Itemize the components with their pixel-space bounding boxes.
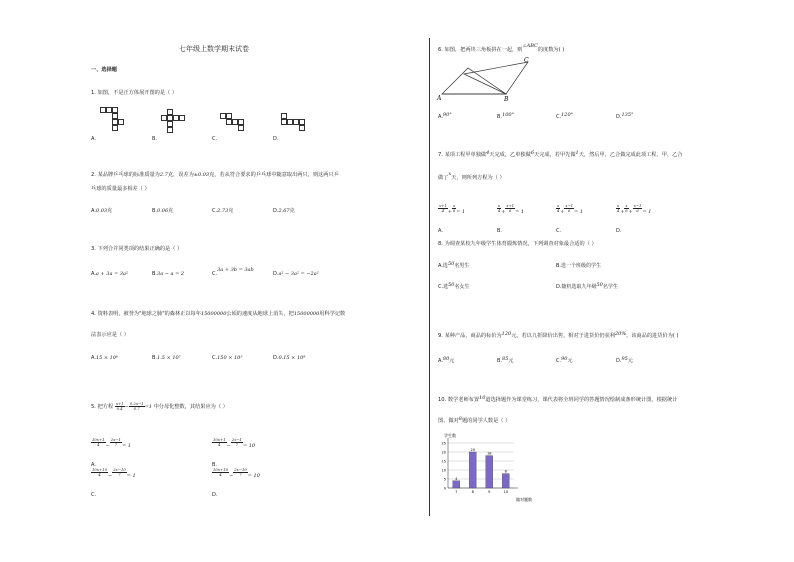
q8-option-a: A.选50名男生 <box>438 261 470 269</box>
question-10-line-1: 10. 数学老师布置10道选择题作为课堂练习，课代表将全班同学的答题情况绘制成条形统计图，根据统计 <box>438 395 678 403</box>
q7-option-d: $\frac{x}{4}$ + $\frac{x}{6}$ + $\frac{x-1}{6}$ = 1 D. <box>616 203 652 234</box>
q5-option-d: $\frac{10x+10}{4}$ − $\frac{2x-10}{7}$ = 10 D. <box>212 467 260 498</box>
q2-option-b: B.0.06克 <box>152 208 174 214</box>
y-tick-label: 0 <box>443 486 446 491</box>
q3-option-a: A.a + 3a = 3a² <box>91 271 128 277</box>
y-tick-label: 5 <box>443 477 446 482</box>
q2-text-e: 克，若从符合要求的乒乓球中随意取出两只，则这两只乒 <box>209 172 339 178</box>
q7-option-c: $\frac{x}{4}$ + $\frac{x-1}{6}$ = 1 C. <box>556 203 584 234</box>
question-9-text: 9. 某种产品，商品的标价为120元，若以九折降价出售，相对于进货价仍获利20%，该商品的进货价为( ) <box>438 331 679 339</box>
question-6-text: 6. 如图，把两块三角板拼在一起，则∠ABC的度数为( ) <box>438 43 565 53</box>
bar-chart <box>432 430 552 504</box>
q2-mass: 2.7 <box>159 172 168 178</box>
x-tick-label: 9 <box>488 490 491 494</box>
question-7-line-1: 7. 某项工程甲单独做4天完成，乙单独做6天完成，若甲先做1天，然后甲、乙合做完成此项工程，甲、乙合 <box>438 150 683 158</box>
bar-value-label: 8 <box>504 469 507 474</box>
q5-eq-frac-2: $\frac{0.2x-1}{0.7}$ <box>129 401 144 411</box>
q4-option-b: B.1.5 × 10⁷ <box>152 355 181 361</box>
page-title: 七年级上数学期末试卷 <box>179 45 249 53</box>
q6-option-d: D.135° <box>616 112 634 120</box>
question-10-line-2: 图，做对8题的同学人数是（ ） <box>438 416 511 424</box>
y-tick-label: 10 <box>441 468 446 473</box>
q4-option-c: C.150 × 10⁵ <box>212 355 243 361</box>
triangle-2 <box>464 62 528 94</box>
question-5-text: 5. 把方程 $\frac{x+1}{0.4}$ − $\frac{0.2x-1}{0.7}$ =1 中分母化整数，其结果应为（ ） <box>91 401 228 411</box>
label-a: A <box>437 95 442 102</box>
bar <box>486 456 493 488</box>
q8-option-c: C.选50名女生 <box>438 282 470 290</box>
question-1-text: 1. 如图，不是正方体展开图的是（ ） <box>91 90 178 96</box>
bar-value-label: 18 <box>487 451 492 456</box>
q7-option-b: $\frac{x}{4}$ + $\frac{x+1}{6}$ = 1 B. <box>497 203 525 234</box>
question-4-line-1: 4. 资料表明，被誉为"地球之肺"的森林正以每年15000000公顷的速度从地球上消失，把15000000用科学记数 <box>91 311 346 317</box>
bar <box>502 474 509 488</box>
y-axis-title: 学生数 <box>444 433 456 438</box>
question-4-line-2: 法表示应是（ ） <box>91 332 129 338</box>
q2-error: ±0.03 <box>193 172 210 178</box>
question-2-line-1 <box>91 172 339 179</box>
y-tick-label: 15 <box>441 459 446 464</box>
q5-eq-frac-1: $\frac{x+1}{0.4}$ <box>115 401 124 411</box>
y-tick-label: 20 <box>441 450 446 455</box>
question-2-line-2: 乓球的质量最多相差（ ） <box>91 186 150 192</box>
q3-option-d: D.a² − 3a² = −2a² <box>273 271 319 277</box>
q2-option-c: C.2.73克 <box>212 208 234 214</box>
q3-option-c: C.3a + 3b = 3ab <box>212 267 254 277</box>
q7-option-a: $\frac{x+1}{4}$ + $\frac{x}{6}$ = 1 A. <box>438 203 466 234</box>
q5-option-a: $\frac{10x+1}{4}$ − $\frac{2x-1}{7}$ = 1 A. <box>91 437 131 468</box>
q6-option-a: A.90° <box>438 112 452 120</box>
q2-text-a: 2. 某品牌乒乓球的标准质量为 <box>91 172 160 178</box>
x-tick-label: 7 <box>455 490 458 494</box>
q9-option-a: A.80元 <box>438 356 455 364</box>
q1-option-a-label: A. <box>91 136 96 142</box>
bar <box>453 481 460 488</box>
question-3-text: 3. 下列合并同类项的结果正确的是（ ） <box>91 246 183 252</box>
q3-option-b: B.3a − a = 2 <box>152 271 185 277</box>
q9-option-c: C.90元 <box>556 356 573 364</box>
bar-value-label: 4 <box>455 476 458 481</box>
q8-option-b: B.选一个班级的学生 <box>556 263 602 269</box>
bar-value-label: 20 <box>470 448 475 452</box>
q8-option-d: D.随机选取九年级50名学生 <box>556 282 618 290</box>
q2-text-c: 克，误差为 <box>167 172 194 178</box>
label-c: C <box>524 57 529 64</box>
y-tick-label: 25 <box>441 441 446 446</box>
x-tick-label: 8 <box>471 490 474 494</box>
q2-option-a: A.0.03克 <box>91 208 113 214</box>
q2-option-d: D.2.67克 <box>273 208 295 214</box>
q1-option-b-label: B. <box>152 136 158 142</box>
column-divider <box>429 38 430 516</box>
q9-option-b: B.85元 <box>497 356 514 364</box>
bar <box>469 452 476 488</box>
section-heading: 一、选择题 <box>91 67 117 73</box>
x-axis-title: 做对题数 <box>516 497 532 502</box>
q5-option-b: $\frac{10x+1}{4}$ − $\frac{2x-1}{7}$ = 10 B. <box>212 437 256 468</box>
q5-option-c: $\frac{10x+10}{4}$ − $\frac{2x-10}{7}$ = 1 C. <box>91 467 136 498</box>
question-8-text: 8. 为调查某校九年级学生体育锻炼情况，下列调查对象最合适的（ ） <box>438 241 597 247</box>
q1-option-d-label: D. <box>273 136 279 142</box>
label-b: B <box>504 96 509 102</box>
q4-option-d: D.0.15 × 10⁸ <box>273 355 306 361</box>
triangles-figure <box>436 56 536 102</box>
q6-option-b: B.100° <box>497 112 515 120</box>
q9-option-d: D.95元 <box>616 356 633 364</box>
question-7-line-2: 做了x天，则所列方程为（ ） <box>438 171 505 181</box>
q6-option-c: C.120° <box>556 112 574 120</box>
q1-option-c-label: C. <box>212 136 218 142</box>
x-tick-label: 10 <box>503 490 508 494</box>
q4-option-a: A.15 × 10⁶ <box>91 355 119 361</box>
